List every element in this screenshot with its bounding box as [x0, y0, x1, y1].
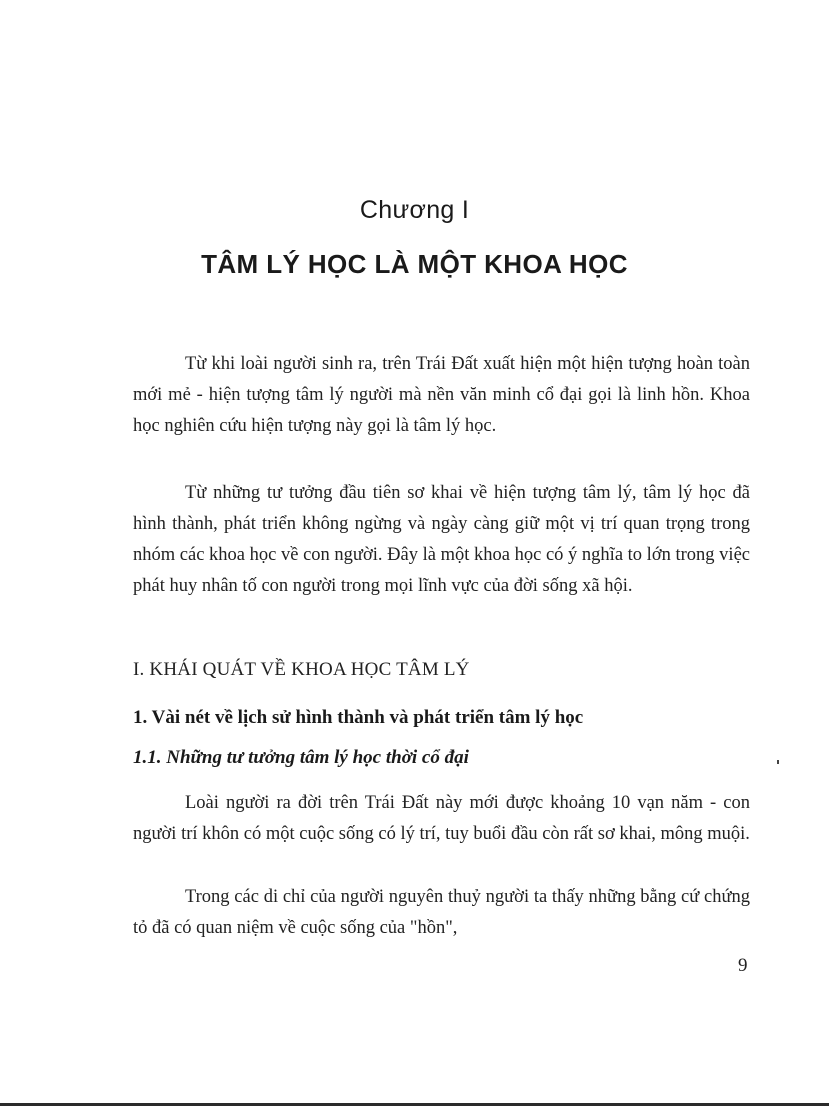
bottom-edge-rule	[0, 1103, 829, 1106]
subsection-heading: 1. Vài nét về lịch sử hình thành và phát triển tâm lý học	[133, 707, 584, 728]
body-paragraph: Trong các di chỉ của người nguyên thuỷ người ta thấy những bằng cứ chứng tỏ đã có quan niệm về cuộc sống của "hồn",	[133, 887, 750, 938]
chapter-label: Chương I	[359, 196, 470, 224]
section-heading: I. KHÁI QUÁT VỀ KHOA HỌC TÂM LÝ	[133, 659, 470, 680]
subsubsection-heading: 1.1. Những tư tưởng tâm lý học thời cổ đại	[133, 747, 469, 768]
body-paragraph: Loài người ra đời trên Trái Đất này mới được khoảng 10 vạn năm - con người trí khôn có một cuộc sống có lý trí, tuy buổi đầu còn rất sơ khai, mông muội.	[133, 793, 750, 844]
chapter-title: TÂM LÝ HỌC LÀ MỘT KHOA HỌC	[201, 249, 628, 279]
intro-paragraph: Từ những tư tưởng đầu tiên sơ khai về hiện tượng tâm lý, tâm lý học đã hình thành, phát triển không ngừng và ngày càng giữ một vị trí quan trọng trong nhóm các khoa học về con người. Đây là một khoa học có ý nghĩa to lớn trong việc phát huy nhân tố con người trong mọi lĩnh vực của đời sống xã hội.	[133, 483, 750, 596]
scan-speck	[777, 760, 779, 764]
intro-paragraph: Từ khi loài người sinh ra, trên Trái Đất xuất hiện một hiện tượng hoàn toàn mới mẻ - hiện tượng tâm lý người mà nền văn minh cổ đại gọi là linh hồn. Khoa học nghiên cứu hiện tượng này gọi là tâm lý học.	[133, 354, 750, 436]
page-number: 9	[738, 955, 748, 976]
